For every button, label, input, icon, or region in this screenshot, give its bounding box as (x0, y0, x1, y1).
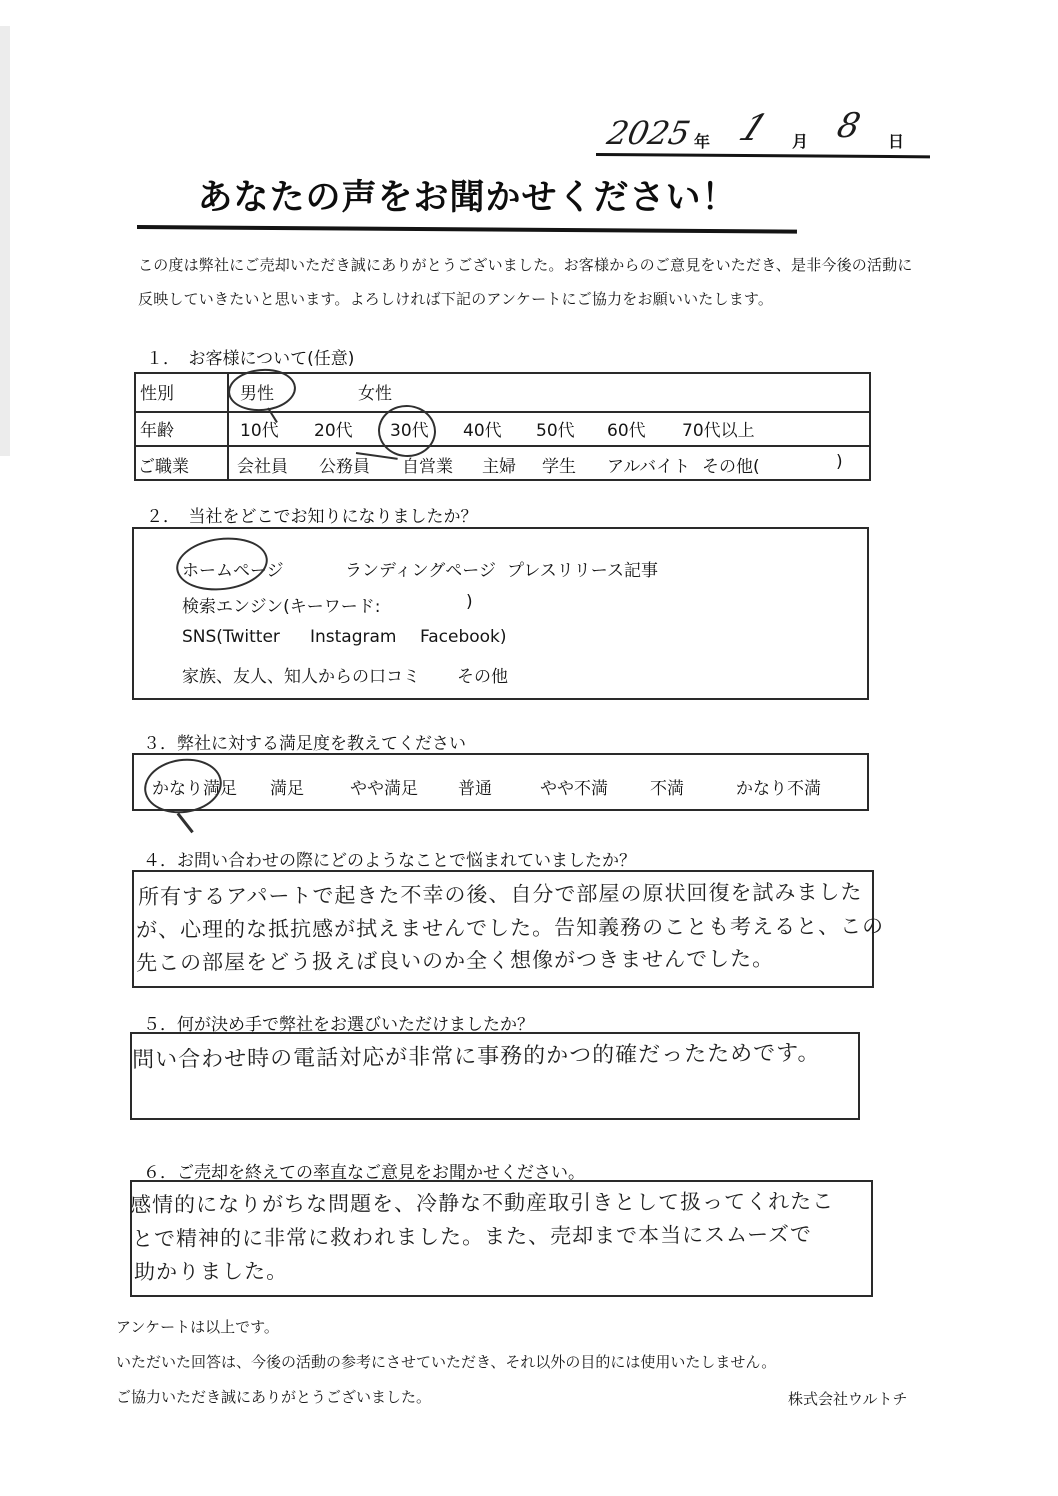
section6-answer-line: 助かりました。 (134, 1259, 289, 1284)
option-sns-facebook: Facebook) (420, 627, 507, 647)
date-month-handwritten: 1 (732, 108, 775, 149)
option-job-self-employed: 自営業 (402, 457, 453, 477)
option-job-civil-servant: 公務員 (319, 457, 370, 477)
date-year-handwritten: 2025 (603, 114, 694, 152)
section5-answer-line: 問い合わせ時の電話対応が非常に事務的かつ的確だったためです。 (132, 1040, 821, 1073)
company-name: 株式会社ウルトチ (788, 1390, 908, 1408)
scan-artifact-strip (0, 26, 10, 456)
date-day-unit: 日 (888, 132, 905, 151)
gender-row-label: 性別 (140, 384, 174, 404)
table-row-divider-1 (136, 411, 869, 413)
option-age-60s: 60代 (607, 421, 646, 441)
option-very-dissatisfied: かなり不満 (736, 779, 821, 799)
option-job-housewife: 主婦 (482, 457, 516, 477)
option-landing-page: ランディングページ (345, 561, 496, 581)
option-age-50s: 50代 (536, 421, 575, 441)
section5-heading: ５．何が決め手で弊社をお選びいただけましたか？ (143, 1015, 534, 1035)
circle-mark-very-satisfied-tail (177, 812, 194, 832)
table-row-divider-2 (136, 445, 869, 447)
option-word-of-mouth: 家族、友人、知人からの口コミ (182, 667, 420, 687)
option-sns-twitter: SNS(Twitter (182, 627, 280, 647)
footer-closing-line: アンケートは以上です。 (116, 1318, 279, 1336)
intro-line-2: 反映していきたいと思います。よろしければ下記のアンケートにご協力をお願いいたします。 (138, 290, 774, 308)
option-search-engine-close-paren: ) (466, 592, 473, 612)
option-job-other-close-paren: ) (836, 452, 843, 472)
option-satisfied: 満足 (270, 779, 304, 799)
date-year-unit: 年 (694, 132, 711, 151)
option-job-company-employee: 会社員 (237, 457, 288, 477)
option-neutral: 普通 (458, 779, 492, 799)
section4-answer-line: 先この部屋をどう扱えば良いのか全く想像がつきませんでした。 (136, 946, 775, 975)
option-male: 男性 (240, 384, 274, 404)
option-age-10s: 10代 (240, 421, 279, 441)
option-age-40s: 40代 (463, 421, 502, 441)
option-very-satisfied: かなり満足 (152, 779, 237, 799)
option-female: 女性 (358, 384, 392, 404)
title-underline (137, 225, 797, 234)
date-day-handwritten: 8 (833, 106, 864, 146)
option-search-engine: 検索エンジン(キーワード: (182, 597, 381, 617)
option-sns-instagram: Instagram (310, 627, 397, 647)
section6-heading: ６．ご売却を終えての率直なご意見をお聞かせください。 (143, 1163, 585, 1183)
date-underline (596, 153, 930, 158)
date-month-unit: 月 (792, 132, 809, 151)
section4-heading: ４．お問い合わせの際にどのようなことで悩まれていましたか？ (143, 851, 636, 871)
section3-heading: ３．弊社に対する満足度を教えてください (143, 734, 466, 754)
section2-heading: ２． 当社をどこでお知りになりましたか？ (146, 507, 478, 527)
section4-answer-line: 所有するアパートで起きた不幸の後、自分で部屋の原状回復を試みました (138, 879, 863, 909)
job-row-label: ご職業 (138, 457, 189, 477)
option-age-20s: 20代 (314, 421, 353, 441)
section6-answer-line: 感情的になりがちな問題を、冷静な不動産取引きとして扱ってくれたこ (130, 1189, 835, 1217)
option-dissatisfied: 不満 (650, 779, 684, 799)
option-age-70s-plus: 70代以上 (682, 421, 755, 441)
section4-answer-line: が、心理的な抵抗感が拭えませんでした。告知義務のことも考えると、この (136, 914, 885, 942)
option-somewhat-satisfied: やや満足 (350, 779, 418, 799)
option-other-source: その他 (457, 667, 508, 687)
option-job-other-open: その他( (702, 457, 760, 477)
footer-privacy-line: いただいた回答は、今後の活動の参考にさせていただき、それ以外の目的には使用いたしません。 (116, 1353, 777, 1371)
footer-thanks-line: ご協力いただき誠にありがとうございました。 (116, 1388, 432, 1406)
option-homepage: ホームページ (182, 561, 284, 581)
option-somewhat-dissatisfied: やや不満 (540, 779, 608, 799)
section6-answer-line: とで精神的に非常に救われました。また、売却まで本当にスムーズで (132, 1222, 813, 1251)
age-row-label: 年齢 (140, 421, 174, 441)
page-title: あなたの声をお聞かせください！ (197, 178, 738, 218)
intro-line-1: この度は弊社にご売却いただき誠にありがとうございました。お客様からのご意見をいただき、是非今後の活動に (138, 256, 913, 274)
option-age-30s: 30代 (390, 421, 429, 441)
section1-heading: １． お客様について(任意) (146, 349, 355, 369)
option-job-student: 学生 (542, 457, 576, 477)
option-press-release: プレスリリース記事 (507, 561, 658, 581)
option-job-part-time: アルバイト (607, 457, 691, 477)
